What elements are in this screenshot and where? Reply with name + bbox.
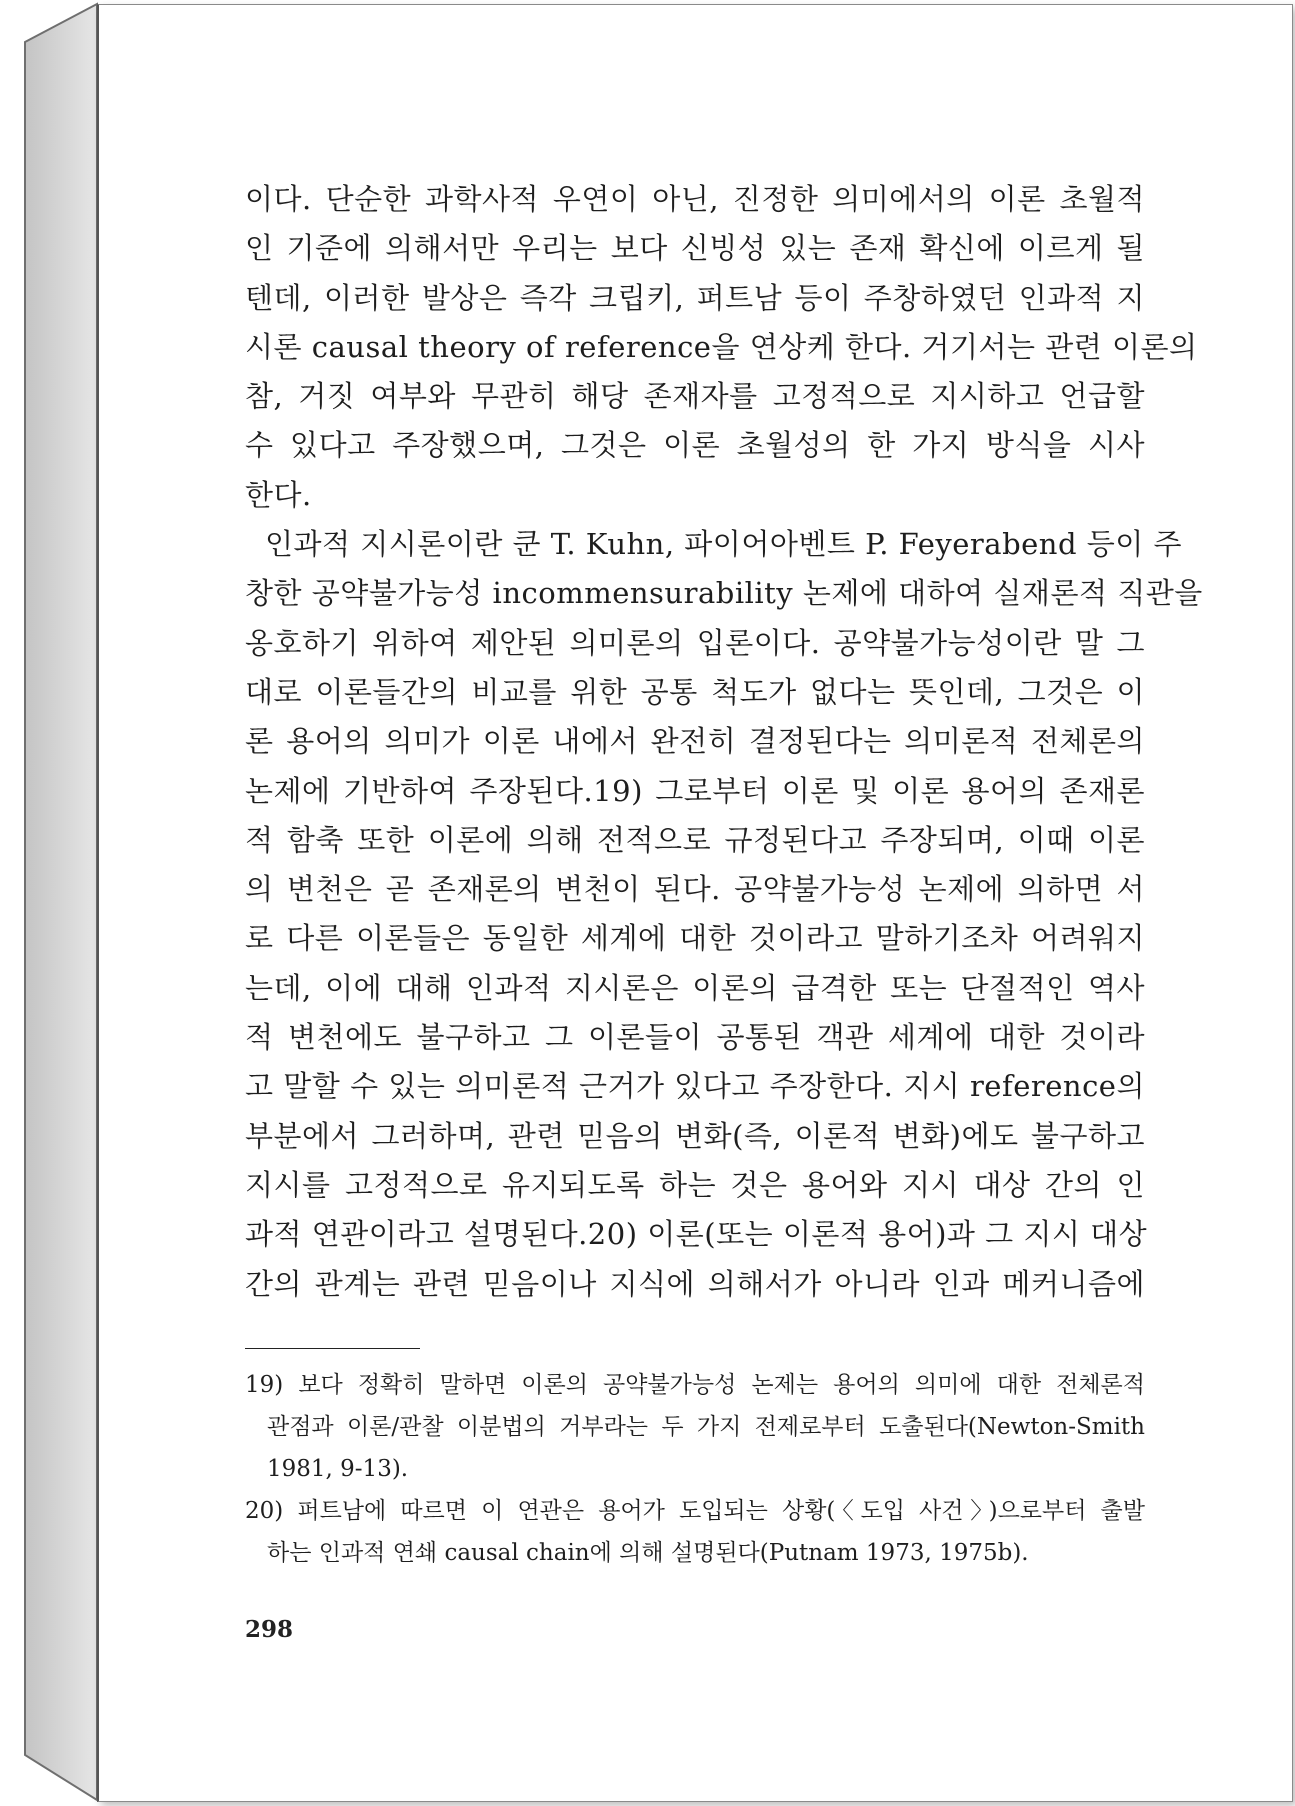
body-line: 는데, 이에 대해 인과적 지시론은 이론의 급격한 또는 단절적인 역사 <box>245 970 1145 1005</box>
body-line: 텐데, 이러한 발상은 즉각 크립키, 퍼트남 등이 주창하였던 인과적 지 <box>245 280 1145 315</box>
body-line: 간의 관계는 관련 믿음이나 지식에 의해서가 아니라 인과 메커니즘에 <box>245 1266 1145 1301</box>
body-line: 대로 이론들간의 비교를 위한 공통 척도가 없다는 뜻인데, 그것은 이 <box>245 674 1145 709</box>
footnotes <box>245 1364 1145 1574</box>
body-line: 이다. 단순한 과학사적 우연이 아닌, 진정한 의미에서의 이론 초월적 <box>245 182 1145 216</box>
footnote-rule <box>245 1348 420 1349</box>
body-line: 과적 연관이라고 설명된다.20) 이론(또는 이론적 용어)과 그 지시 대상 <box>245 1217 1148 1252</box>
body-line: 시론 causal theory of reference을 연상케 한다. 거기서는 관련 이론의 <box>245 329 1198 364</box>
footnote-19-line: 19) 보다 정확히 말하면 이론의 공약불가능성 논제는 용어의 의미에 대한 전체론적 <box>245 1372 1145 1398</box>
footnote-19-line: 1981, 9-13). <box>267 1456 409 1482</box>
body-line: 고 말할 수 있는 의미론적 근거가 있다고 주장한다. 지시 reference의 <box>245 1069 1145 1104</box>
footnote-20-line: 20) 퍼트남에 따르면 이 연관은 용어가 도입되는 상황(〈도입 사건〉)으로부터 출발 <box>245 1498 1145 1524</box>
body-text <box>245 175 1203 1309</box>
body-line: 인 기준에 의해서만 우리는 보다 신빙성 있는 존재 확신에 이르게 될 <box>245 231 1145 266</box>
body-line: 인과적 지시론이란 쿤 T. Kuhn, 파이어아벤트 P. Feyerabend 등이 주 <box>265 527 1183 562</box>
body-line: 부분에서 그러하며, 관련 믿음의 변화(즉, 이론적 변화)에도 불구하고 <box>245 1118 1145 1153</box>
page-number: 298 <box>245 1616 294 1643</box>
body-line: 적 함축 또한 이론에 의해 전적으로 규정된다고 주장되며, 이때 이론 <box>245 822 1145 857</box>
body-line: 옹호하기 위하여 제안된 의미론의 입론이다. 공약불가능성이란 말 그 <box>245 625 1145 660</box>
footnote-20-line: 하는 인과적 연쇄 causal chain에 의해 설명된다(Putnam 1973, 1975b). <box>267 1540 1029 1566</box>
body-line: 수 있다고 주장했으며, 그것은 이론 초월성의 한 가지 방식을 시사 <box>245 428 1145 463</box>
body-line: 참, 거짓 여부와 무관히 해당 존재자를 고정적으로 지시하고 언급할 <box>245 379 1145 414</box>
body-line: 의 변천은 곧 존재론의 변천이 된다. 공약불가능성 논제에 의하면 서 <box>245 872 1145 907</box>
body-line: 로 다른 이론들은 동일한 세계에 대한 것이라고 말하기조차 어려워지 <box>245 921 1145 956</box>
body-line: 논제에 기반하여 주장된다.19) 그로부터 이론 및 이론 용어의 존재론 <box>245 773 1145 808</box>
body-line: 적 변천에도 불구하고 그 이론들이 공통된 객관 세계에 대한 것이라 <box>245 1020 1145 1055</box>
body-line: 한다. <box>245 477 312 512</box>
body-line: 론 용어의 의미가 이론 내에서 완전히 결정된다는 의미론적 전체론의 <box>245 724 1145 759</box>
body-line: 창한 공약불가능성 incommensurability 논제에 대하여 실재론적 직관을 <box>245 576 1203 611</box>
book-spine <box>0 0 100 1806</box>
body-line: 지시를 고정적으로 유지되도록 하는 것은 용어와 지시 대상 간의 인 <box>245 1167 1145 1202</box>
footnote-19-line: 관점과 이론/관찰 이분법의 거부라는 두 가지 전제로부터 도출된다(Newton-Smith <box>267 1414 1145 1440</box>
